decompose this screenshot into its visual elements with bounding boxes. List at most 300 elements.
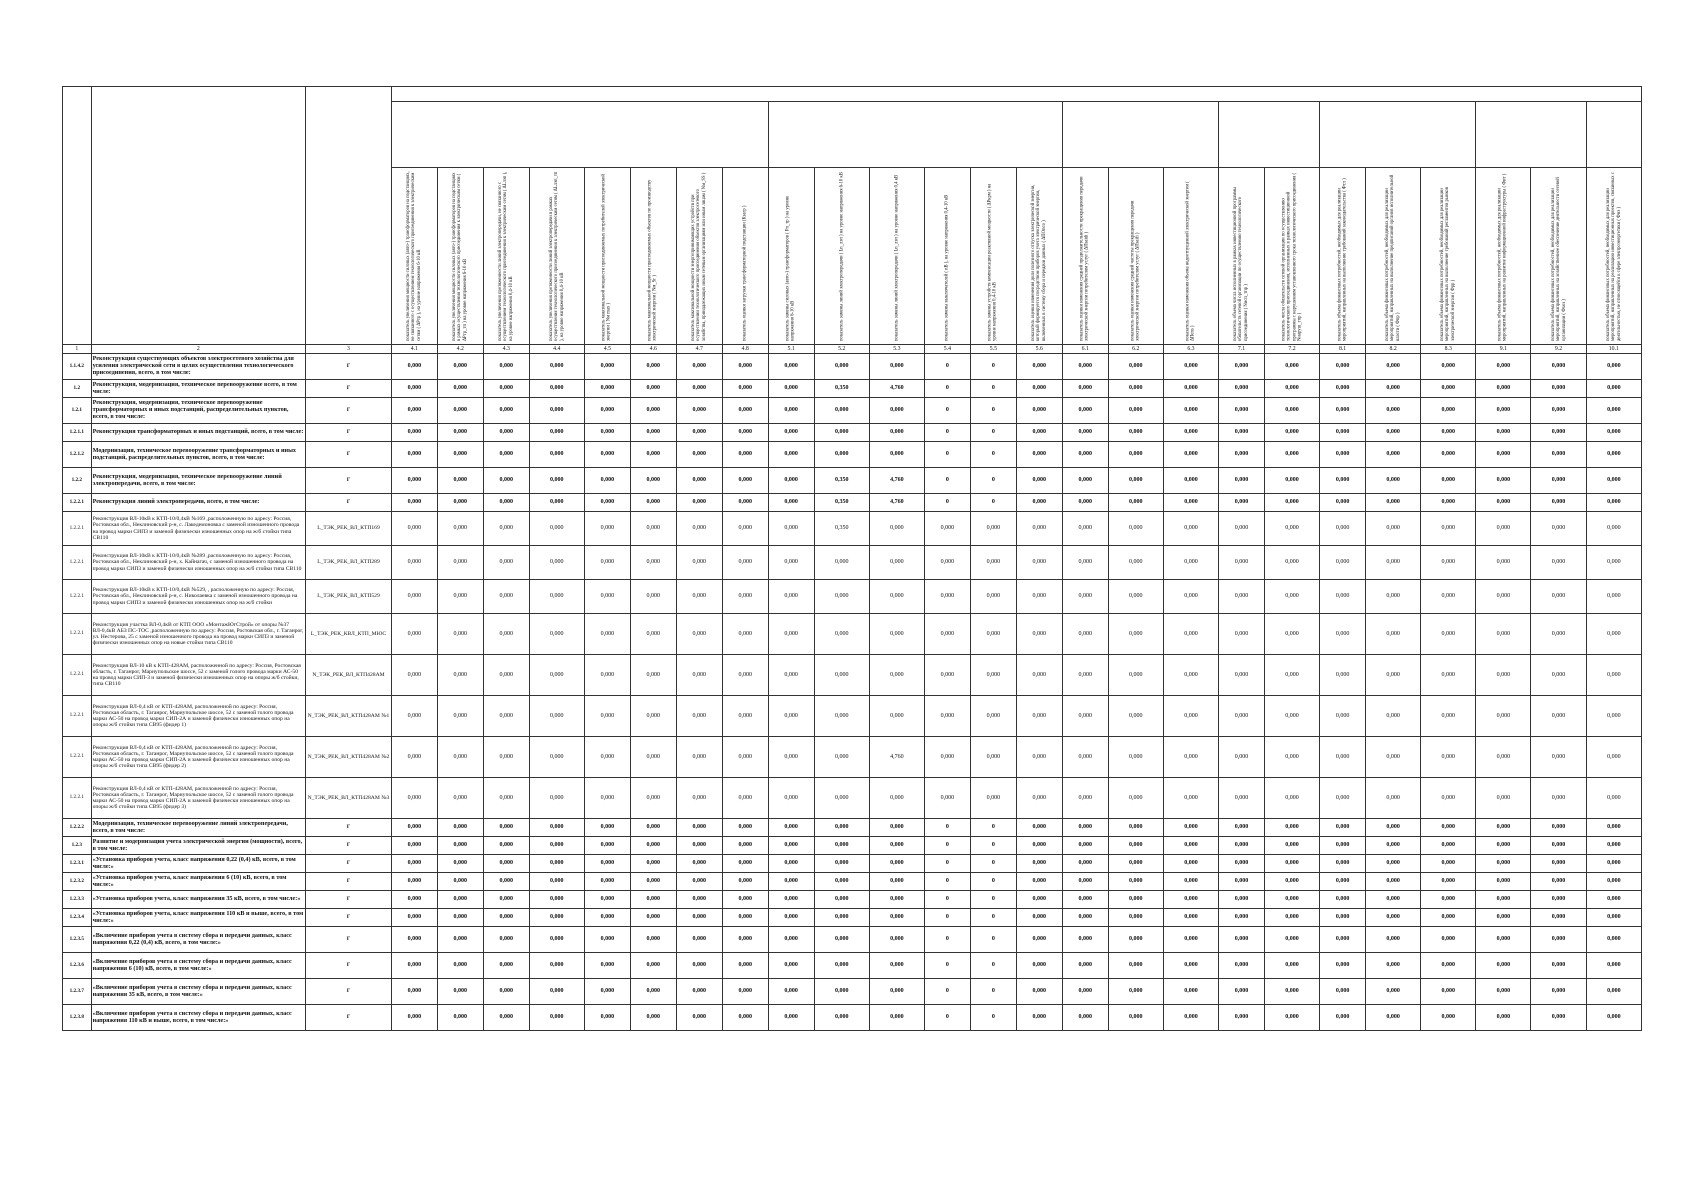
table-row	[63, 737, 1642, 778]
indicator-value: 0,000	[676, 354, 722, 380]
project-id: Г	[306, 1005, 392, 1031]
indicator-value: 0,000	[1366, 1005, 1421, 1031]
indicator-value: 0,000	[391, 873, 437, 891]
indicator-value: 0,000	[1163, 873, 1218, 891]
project-id: Г	[306, 909, 392, 927]
indicator-value: 0,000	[1476, 580, 1531, 614]
indicator-value: 0,000	[1264, 398, 1319, 424]
indicator-value: 0,350	[814, 380, 869, 398]
indicator-value: 0	[924, 855, 970, 873]
indicator-value: 0,000	[1531, 380, 1586, 398]
indicator-value: 0,000	[584, 979, 630, 1005]
row-number: 1.2.1.2	[63, 442, 92, 468]
indicator-value: 0,000	[1219, 546, 1265, 580]
column-number: 9.2	[1531, 345, 1586, 354]
header-row-main	[63, 87, 1642, 102]
table-row	[63, 614, 1642, 655]
indicator-value: 0,000	[768, 927, 814, 953]
indicator-value: 0,000	[768, 512, 814, 546]
indicator-value: 0,000	[584, 494, 630, 512]
indicator-value: 0,000	[1476, 953, 1531, 979]
indicator-value: 0,000	[1421, 891, 1476, 909]
indicator-value: 0,000	[924, 580, 970, 614]
indicator-label: показатель объема финансовых потребностей, необходимых для реализации мероприятий, направленных на выполнение предписаний органов исполнительной власти ( Фпр )	[1385, 174, 1401, 341]
indicator-label: показатель числа обязательств сетевой организации по осуществлению технологического присоединения, исполненных в рамках инвестиционной программы с нарушением установленного срока технологического присоединения ( Nнаруш_тпр )	[1281, 172, 1303, 341]
indicator-value: 0,000	[1016, 737, 1062, 778]
indicator-value: 0	[924, 909, 970, 927]
indicator-value: 0,000	[924, 512, 970, 546]
indicator-value: 0,000	[1108, 855, 1163, 873]
indicator-label: показатель объема финансовых потребностей, необходимых для реализации мероприятий, направленных на выполнение требований регламентов рынков электрической энергии ( Фрр )	[1440, 186, 1456, 341]
indicator-value: 0,000	[391, 855, 437, 873]
indicator-value: 0,000	[722, 778, 768, 819]
indicator-label: показатель замены устройств компенсации реактивной мощности ( ΔPкрм ) на уровне напряжения 0,4-10 кВ	[988, 183, 999, 341]
column-number-row	[63, 345, 1642, 354]
indicator-value: 0,000	[869, 398, 924, 424]
indicator-value: 0,000	[1531, 737, 1586, 778]
indicator-value: 0	[924, 979, 970, 1005]
column-number: 6.2	[1108, 345, 1163, 354]
indicator-value: 0,000	[1531, 778, 1586, 819]
project-name: Реконструкция ВЛ-10 кВ к КТП-428АМ, расположенной по адресу: Россия, Ростовская область, г. Таганрог, Мариупольское шоссе, 52 с заменой голого провода марки АС-50 на провод марки СИП-3 и заменой физически изношенных опор на опоры ж/б стойки, типа СВ110	[91, 655, 306, 696]
indicator-value: 0,000	[437, 494, 483, 512]
indicator-value: 0,000	[1476, 979, 1531, 1005]
indicator-value: 0,000	[391, 614, 437, 655]
indicator-value: 0,000	[483, 512, 529, 546]
row-number: 1.2.2.2	[63, 819, 92, 837]
indicator-value: 0,000	[1016, 778, 1062, 819]
indicator-value: 0,000	[970, 580, 1016, 614]
indicator-value: 0	[970, 837, 1016, 855]
indicator-value: 0,000	[584, 512, 630, 546]
indicator-value: 0,000	[1062, 354, 1108, 380]
indicator-value: 0,000	[1163, 580, 1218, 614]
indicator-value: 0,000	[768, 494, 814, 512]
project-id: Г	[306, 494, 392, 512]
project-id: N_ТЭК_РЕК_ВЛ_КТП428АМ №3	[306, 778, 392, 819]
indicator-value: 0,000	[437, 909, 483, 927]
indicator-value: 0,000	[437, 891, 483, 909]
indicator-value: 0	[924, 953, 970, 979]
indicator-value: 0,000	[1586, 891, 1641, 909]
indicator-value: 0,000	[1421, 819, 1476, 837]
indicator-value: 0,000	[1476, 468, 1531, 494]
indicator-value: 0,000	[1163, 927, 1218, 953]
indicator-value: 0,000	[1264, 468, 1319, 494]
project-name: «Установка приборов учета, класс напряжения 0,22 (0,4) кВ, всего, в том числе:»	[91, 855, 306, 873]
indicator-value: 0,000	[391, 891, 437, 909]
indicator-value: 0,000	[529, 546, 584, 580]
indicator-value: 0,000	[1476, 909, 1531, 927]
indicator-value: 0,000	[676, 909, 722, 927]
indicator-value: 0,000	[768, 979, 814, 1005]
indicator-value: 0,000	[814, 354, 869, 380]
indicator-value: 0,000	[1264, 819, 1319, 837]
row-number: 1.2.2.1	[63, 546, 92, 580]
indicator-value: 0,000	[1219, 819, 1265, 837]
indicator-value: 0,000	[483, 819, 529, 837]
indicator-value: 0,000	[529, 909, 584, 927]
indicator-value: 0,000	[1421, 512, 1476, 546]
indicator-value: 0,000	[1062, 953, 1108, 979]
indicator-value: 0,000	[437, 424, 483, 442]
indicator-value: 0,000	[1320, 546, 1366, 580]
indicator-value: 0,000	[437, 737, 483, 778]
indicator-value: 0,000	[391, 424, 437, 442]
row-number: 1.2.3.8	[63, 1005, 92, 1031]
row-number: 1.2.2.1	[63, 696, 92, 737]
indicator-header	[1016, 168, 1062, 345]
indicator-value: 0,000	[1016, 927, 1062, 953]
column-number: 3	[306, 345, 392, 354]
indicator-value: 0	[924, 1005, 970, 1031]
project-name: «Установка приборов учета, класс напряжения 35 кВ, всего, в том числе:»	[91, 891, 306, 909]
indicator-value: 0,000	[1421, 442, 1476, 468]
indicator-value: 0,000	[1163, 778, 1218, 819]
indicator-header	[1219, 168, 1265, 345]
indicator-value: 0,000	[1531, 546, 1586, 580]
indicator-value: 0,000	[768, 354, 814, 380]
indicator-header	[722, 168, 768, 345]
row-number: 1.2.2.1	[63, 494, 92, 512]
indicator-value: 0,000	[1476, 778, 1531, 819]
indicator-value: 0,000	[630, 546, 676, 580]
project-id: Г	[306, 837, 392, 855]
indicator-value: 0,000	[1320, 614, 1366, 655]
table-row	[63, 819, 1642, 837]
project-id: Г	[306, 891, 392, 909]
indicator-value: 0,000	[1586, 873, 1641, 891]
indicator-value: 0,000	[1264, 1005, 1319, 1031]
indicator-value: 0,000	[869, 979, 924, 1005]
indicator-value: 0,000	[1366, 354, 1421, 380]
indicator-value: 0,000	[1219, 380, 1265, 398]
indicator-value: 0,000	[1476, 380, 1531, 398]
project-name: Развитие и модернизация учета электрической энергии (мощности), всего, в том числе:	[91, 837, 306, 855]
indicator-value: 0,000	[970, 696, 1016, 737]
indicator-value: 0,000	[768, 837, 814, 855]
indicator-value: 0,000	[483, 614, 529, 655]
indicator-value: 0,000	[529, 512, 584, 546]
indicator-value: 0,000	[391, 696, 437, 737]
indicator-value: 0	[924, 424, 970, 442]
indicator-value: 0	[970, 354, 1016, 380]
indicator-value: 0,000	[814, 979, 869, 1005]
indicator-value: 0,000	[1219, 580, 1265, 614]
indicator-value: 0,000	[529, 953, 584, 979]
indicator-value: 0,000	[814, 855, 869, 873]
indicator-value: 0,000	[1219, 354, 1265, 380]
indicator-value: 0,000	[630, 614, 676, 655]
indicator-header	[391, 168, 437, 345]
indicator-value: 0,000	[584, 855, 630, 873]
indicator-label: показатель оценки изменения средней частоты прекращения передачи электрической энергии потребителям услуг ( ΔПsaifi )	[1130, 200, 1141, 341]
indicator-value: 0,000	[1320, 354, 1366, 380]
indicator-value: 0,000	[391, 546, 437, 580]
indicator-value: 0	[970, 979, 1016, 1005]
indicator-value: 0,000	[676, 891, 722, 909]
indicator-value: 0,000	[869, 1005, 924, 1031]
indicator-value: 0,000	[814, 655, 869, 696]
indicator-value: 0,000	[869, 837, 924, 855]
indicator-value: 0	[970, 927, 1016, 953]
indicator-value: 0,000	[1016, 354, 1062, 380]
table-row	[63, 1005, 1642, 1031]
indicator-value: 0,000	[1421, 737, 1476, 778]
indicator-label: показатель увеличения мощности силовых (авто-) трансформаторов на подстанциях, не связанного с осуществлением технологического присоединения к электрическим сетям ( ΔPтр ), на уровне напряжения 6-10 кВ	[406, 171, 422, 341]
column-number: 5.3	[869, 345, 924, 354]
project-id: Г	[306, 927, 392, 953]
indicator-value: 0,000	[630, 655, 676, 696]
indicator-value: 0,000	[1108, 614, 1163, 655]
indicator-value: 0,000	[1531, 837, 1586, 855]
indicator-value: 0,000	[768, 424, 814, 442]
indicator-value: 0	[970, 909, 1016, 927]
indicator-value: 0,000	[437, 873, 483, 891]
indicator-value: 0,000	[676, 873, 722, 891]
indicator-value: 0,000	[676, 442, 722, 468]
row-number: 1.1.4.2	[63, 354, 92, 380]
indicator-header	[1421, 168, 1476, 345]
indicator-value: 0,000	[483, 737, 529, 778]
indicator-value: 0,000	[1320, 778, 1366, 819]
indicator-value: 0,000	[1476, 512, 1531, 546]
indicator-value: 0,000	[1421, 655, 1476, 696]
indicator-value: 0,000	[1476, 424, 1531, 442]
table-row	[63, 979, 1642, 1005]
indicator-value: 0,000	[584, 737, 630, 778]
indicator-value: 0,000	[722, 1005, 768, 1031]
indicator-value: 0,000	[814, 442, 869, 468]
indicator-value: 0,000	[1219, 442, 1265, 468]
indicator-value: 0,000	[722, 354, 768, 380]
indicator-value: 0,000	[1108, 696, 1163, 737]
indicator-value: 0,000	[584, 655, 630, 696]
indicator-value: 0,000	[1264, 837, 1319, 855]
row-number: 1.2.1	[63, 398, 92, 424]
indicator-value: 0,000	[1108, 512, 1163, 546]
indicator-value: 0,000	[1476, 546, 1531, 580]
column-number: 4.5	[584, 345, 630, 354]
indicator-value: 0,000	[814, 737, 869, 778]
indicator-value: 0,000	[437, 927, 483, 953]
project-id: N_ТЭК_РЕК_ВЛ_КТП428АМ №2	[306, 737, 392, 778]
row-number: 1.2.2.1	[63, 580, 92, 614]
indicator-value: 0,000	[483, 380, 529, 398]
indicator-value: 0,000	[1531, 891, 1586, 909]
indicator-value: 0,000	[584, 424, 630, 442]
indicator-value: 0	[970, 468, 1016, 494]
column-number: 5.5	[970, 345, 1016, 354]
column-number: 8.1	[1320, 345, 1366, 354]
indicator-value: 0,000	[676, 655, 722, 696]
indicator-value: 0,000	[1366, 380, 1421, 398]
indicator-value: 0,000	[529, 891, 584, 909]
column-number: 7.1	[1219, 345, 1265, 354]
indicator-value: 0,000	[437, 512, 483, 546]
indicator-value: 0,000	[1421, 494, 1476, 512]
indicator-value: 0,000	[1016, 1005, 1062, 1031]
indicator-value: 0,000	[768, 580, 814, 614]
indicator-value: 0,000	[391, 512, 437, 546]
indicator-value: 0,000	[1016, 380, 1062, 398]
row-number: 1.2.3.2	[63, 873, 92, 891]
indicator-value: 0,000	[768, 546, 814, 580]
indicator-value: 0,000	[483, 873, 529, 891]
indicator-value: 0,000	[1421, 953, 1476, 979]
indicator-value: 0,000	[1531, 580, 1586, 614]
indicator-value: 0,000	[1586, 696, 1641, 737]
indicator-value: 0,000	[1421, 468, 1476, 494]
indicator-header	[1531, 168, 1586, 345]
indicator-value: 0,000	[1163, 819, 1218, 837]
indicator-value: 0,000	[1476, 855, 1531, 873]
indicator-value: 0,000	[1320, 398, 1366, 424]
indicator-label: показатель объема финансовых потребностей, необходимых для реализации мероприятий, направленных на выполнение требований законодательства ( Фтл )	[1337, 178, 1348, 341]
indicator-value: 0,000	[584, 837, 630, 855]
indicator-header	[1163, 168, 1218, 345]
indicator-value: 0,000	[1163, 512, 1218, 546]
indicator-value: 0,000	[1163, 737, 1218, 778]
indicator-value: 0,000	[970, 655, 1016, 696]
indicator-value: 0,000	[1163, 953, 1218, 979]
indicator-header	[1366, 168, 1421, 345]
indicator-value: 0,000	[1108, 380, 1163, 398]
indicator-value: 0,000	[676, 696, 722, 737]
indicator-value: 0,000	[722, 891, 768, 909]
indicator-value: 0,000	[630, 494, 676, 512]
indicator-value: 0,000	[1264, 354, 1319, 380]
indicator-value: 0,000	[630, 696, 676, 737]
indicator-value: 0,000	[1219, 873, 1265, 891]
indicator-value: 0,000	[1062, 655, 1108, 696]
indicator-value: 0,000	[1586, 953, 1641, 979]
indicator-value: 0	[970, 891, 1016, 909]
indicator-value: 0,000	[814, 546, 869, 580]
indicator-value: 4,760	[869, 380, 924, 398]
indicator-value: 0,000	[529, 737, 584, 778]
indicator-value: 0,000	[814, 927, 869, 953]
indicator-value: 0,000	[1163, 380, 1218, 398]
indicator-value: 0	[924, 398, 970, 424]
row-number: 1.2.3.3	[63, 891, 92, 909]
indicator-value: 0,000	[768, 398, 814, 424]
indicator-value: 0,000	[1586, 468, 1641, 494]
goal-group-header	[1219, 102, 1320, 168]
indicator-value: 0,000	[1219, 927, 1265, 953]
indicator-label: показатель оценки изменения объема недоотпущенной электрической энергии ( ΔПens )	[1185, 181, 1196, 341]
indicator-value: 0,000	[391, 580, 437, 614]
indicator-value: 0	[970, 873, 1016, 891]
indicator-value: 0,000	[437, 468, 483, 494]
indicator-value: 0,000	[1366, 442, 1421, 468]
indicator-value: 0,000	[1531, 873, 1586, 891]
indicator-value: 0,000	[1016, 819, 1062, 837]
column-number: 4.7	[676, 345, 722, 354]
indicator-value: 0	[924, 354, 970, 380]
indicator-value: 0	[924, 891, 970, 909]
row-number: 1.2.2	[63, 468, 92, 494]
indicator-value: 0,000	[722, 855, 768, 873]
indicator-value: 0,000	[970, 737, 1016, 778]
indicator-value: 0,000	[924, 546, 970, 580]
indicator-value: 0,000	[869, 442, 924, 468]
indicator-value: 0,000	[1062, 380, 1108, 398]
indicator-value: 0,000	[814, 398, 869, 424]
indicator-value: 0,000	[1531, 468, 1586, 494]
row-number: 1.2.2.1	[63, 614, 92, 655]
project-id-header	[306, 87, 392, 345]
indicator-value: 0,000	[768, 655, 814, 696]
indicator-label: показатель максимальной мощности присоединяемых объектов по производству электрической энергии ( Nм_Sг )	[648, 179, 659, 341]
project-id: Г	[306, 398, 392, 424]
indicator-value: 0,000	[1163, 614, 1218, 655]
indicator-value: 0,000	[529, 354, 584, 380]
indicator-value: 0,000	[483, 927, 529, 953]
indicator-value: 0,000	[722, 927, 768, 953]
indicator-value: 0,000	[1586, 979, 1641, 1005]
indicator-value: 0,000	[1476, 398, 1531, 424]
column-number: 4.8	[722, 345, 768, 354]
indicator-value: 0,000	[869, 424, 924, 442]
column-number: 8.3	[1421, 345, 1476, 354]
indicator-value: 0,000	[483, 580, 529, 614]
indicator-label: показатель увеличения протяженности линий электропередачи, не связанного с осуществлением технологического присоединения к электрическим сетям ( ΔLлэп ), на уровне напряжения 0,4-10 кВ	[498, 171, 514, 341]
indicator-value: 0,000	[1163, 442, 1218, 468]
indicator-value: 0,000	[1320, 696, 1366, 737]
indicator-value: 0,000	[814, 837, 869, 855]
indicator-value: 0,000	[1264, 873, 1319, 891]
indicator-value: 0,000	[1062, 873, 1108, 891]
indicator-value: 0,000	[1108, 737, 1163, 778]
indicator-value: 0,000	[584, 354, 630, 380]
indicator-value: 0,000	[1062, 855, 1108, 873]
indicator-value: 0,000	[1016, 468, 1062, 494]
indicator-value: 0,000	[529, 655, 584, 696]
indicator-value: 0	[970, 424, 1016, 442]
indicator-value: 0,000	[1108, 953, 1163, 979]
indicator-value: 0,000	[1062, 696, 1108, 737]
indicator-value: 0,000	[722, 979, 768, 1005]
indicator-value: 0,000	[1108, 837, 1163, 855]
indicator-value: 0,000	[869, 891, 924, 909]
indicator-header	[483, 168, 529, 345]
table-row	[63, 927, 1642, 953]
indicator-value: 0,000	[630, 380, 676, 398]
indicator-value: 0,000	[391, 953, 437, 979]
column-number: 4.2	[437, 345, 483, 354]
indicator-value: 0,000	[1264, 424, 1319, 442]
indicator-value: 0,000	[814, 580, 869, 614]
indicator-value: 0,000	[1366, 891, 1421, 909]
indicator-value: 0,000	[1062, 580, 1108, 614]
indicator-value: 0	[924, 442, 970, 468]
indicator-value: 0,000	[1163, 696, 1218, 737]
indicator-value: 0,000	[1320, 927, 1366, 953]
indicator-value: 0,000	[924, 614, 970, 655]
indicator-value: 0,000	[1163, 468, 1218, 494]
indicator-value: 0,000	[722, 909, 768, 927]
indicator-value: 0,000	[814, 873, 869, 891]
indicator-value: 0,000	[391, 778, 437, 819]
indicator-value: 0,000	[1163, 855, 1218, 873]
indicator-value: 0,000	[1108, 1005, 1163, 1031]
indicator-value: 0,000	[768, 737, 814, 778]
indicator-value: 0,000	[1163, 424, 1218, 442]
indicator-value: 0,000	[1264, 655, 1319, 696]
indicator-value: 0,000	[1586, 580, 1641, 614]
indicator-value: 0,000	[814, 909, 869, 927]
